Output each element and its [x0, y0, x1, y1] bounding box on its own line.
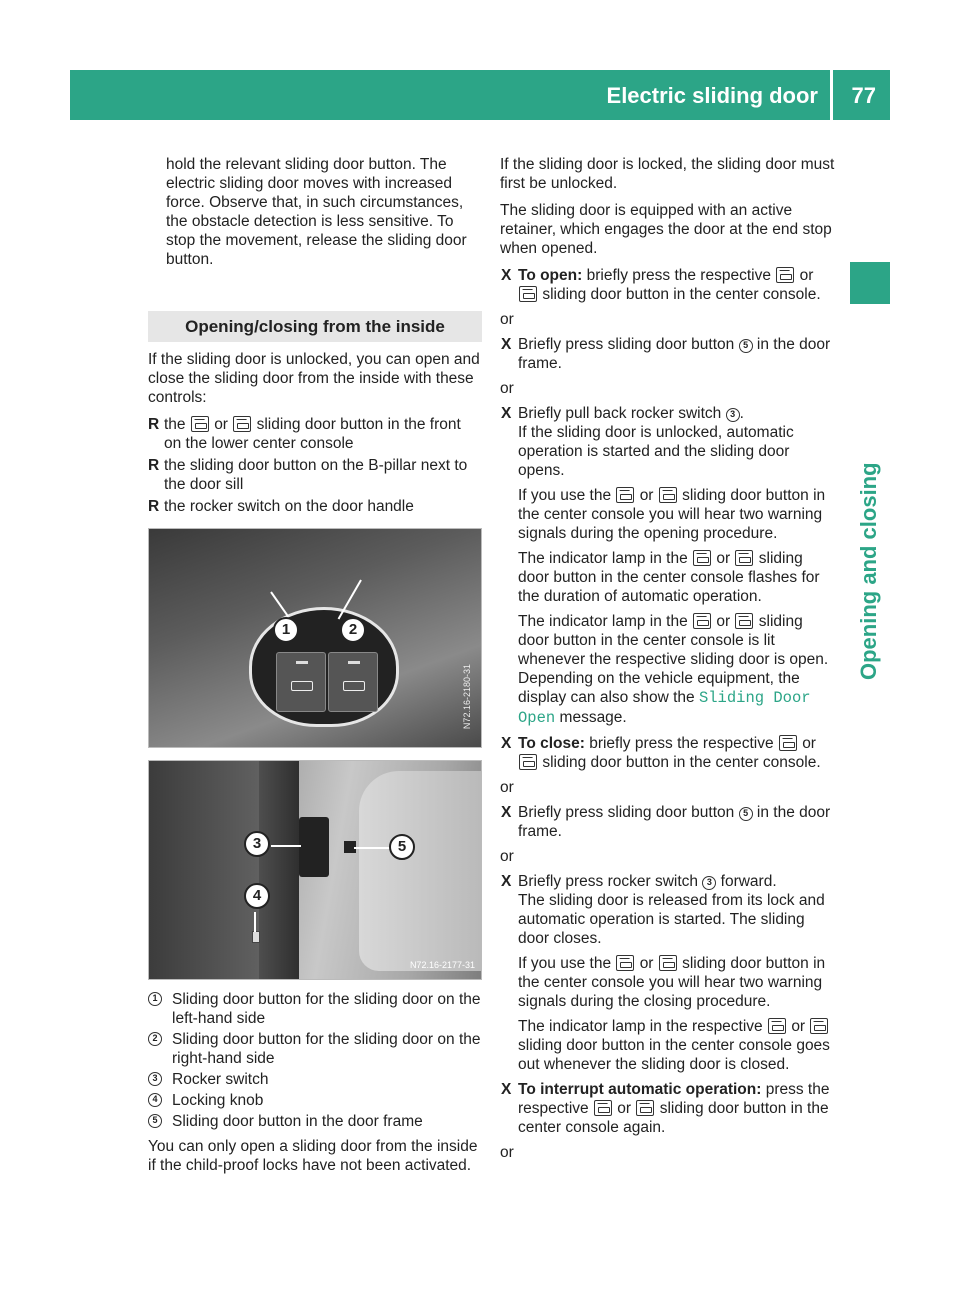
sliding-door-right-icon — [659, 487, 677, 503]
step-text: Briefly press sliding door button — [518, 336, 735, 353]
step-text: sliding door button in the center console. — [542, 754, 821, 771]
step-text: If you use the — [518, 955, 612, 972]
sliding-door-right-icon — [519, 286, 537, 302]
figure-reference: N72.16-2180-31 — [462, 663, 472, 729]
bullet-mark: R — [148, 416, 160, 433]
callout-4: 4 — [244, 883, 270, 909]
right-column — [500, 155, 836, 1168]
callout-5: 5 — [389, 834, 415, 860]
sliding-door-left-icon — [693, 613, 711, 629]
legend-text: Locking knob — [172, 1092, 264, 1109]
sliding-door-left-icon — [768, 1018, 786, 1034]
paragraph: If the sliding door is locked, the sliding door must first be unlocked. — [500, 156, 835, 192]
step-mark: X — [501, 873, 512, 890]
left-column — [148, 155, 482, 1183]
leader-line — [254, 912, 256, 932]
locking-knob — [252, 931, 260, 943]
step-close — [500, 734, 836, 772]
side-tab-block — [850, 262, 890, 304]
step-text: or — [716, 613, 731, 630]
step-mark: X — [501, 804, 512, 821]
or-separator: or — [500, 779, 514, 796]
step-text: forward. — [720, 873, 777, 890]
step-text: The indicator lamp in the respective — [518, 1018, 763, 1035]
step-text: Briefly press rocker switch — [518, 873, 699, 890]
leader-line — [270, 591, 289, 617]
step-text: . — [739, 405, 744, 422]
step-text: or — [791, 1018, 806, 1035]
step-mark: X — [501, 405, 512, 422]
step-label: To interrupt automatic operation: — [518, 1081, 762, 1098]
legend-text: Sliding door button for the sliding door on the right-hand side — [172, 1031, 481, 1067]
step-text: The indicator lamp in the — [518, 550, 688, 567]
step-text: or — [639, 487, 654, 504]
step-text: press the respective — [518, 1081, 830, 1117]
legend-number: 1 — [148, 992, 162, 1006]
bullet-mark: R — [148, 498, 160, 515]
step-detail: The sliding door is released from its lock and automatic operation is started. The sliding door closes. — [518, 892, 825, 947]
step-text: If you use the — [518, 487, 612, 504]
display-message: Sliding Door Open — [518, 689, 811, 727]
callout-3: 3 — [244, 831, 270, 857]
bullet-text: or — [214, 416, 228, 433]
header-bar — [70, 70, 890, 120]
step-text: Briefly pull back rocker switch — [518, 405, 722, 422]
right-sliding-door-button — [328, 652, 378, 712]
step-rocker-forward — [500, 872, 836, 1074]
step-interrupt — [500, 1080, 836, 1137]
sliding-door-right-icon — [735, 550, 753, 566]
seat — [359, 771, 482, 971]
leader-line — [271, 845, 301, 847]
step-text: or — [799, 267, 814, 284]
or-separator: or — [500, 848, 514, 865]
intro-paragraph — [148, 155, 482, 269]
door-frame-photo — [148, 760, 482, 980]
step-text: sliding door button in the center console goes out whenever the sliding door is closed. — [518, 1037, 830, 1073]
step-mark: X — [501, 267, 512, 284]
intro-line: force. Observe that, in such circumstances, — [166, 194, 464, 211]
step-text: sliding door button in the center console you will hear two warning signals during the opening procedure. — [518, 487, 826, 542]
step-text: or — [802, 735, 816, 752]
step-text: in the door frame. — [518, 336, 831, 372]
door-frame — [149, 761, 259, 980]
sliding-door-left-icon — [594, 1100, 612, 1116]
step-frame-button — [500, 803, 836, 841]
bullet-text: sliding door button in the front on the lower center console — [164, 416, 461, 452]
header-separator — [830, 70, 833, 120]
step-text: in the door frame. — [518, 804, 831, 840]
intro-line: button. — [166, 251, 214, 268]
intro-line: hold the relevant sliding door button. The — [166, 156, 447, 173]
reference-number: 5 — [739, 807, 753, 821]
sliding-door-left-icon — [191, 416, 209, 432]
step-text: or — [617, 1100, 632, 1117]
step-mark: X — [501, 1081, 512, 1098]
reference-number: 3 — [702, 876, 716, 890]
legend-number: 3 — [148, 1072, 162, 1086]
bullet-text: the sliding door button on the B-pillar next to the door sill — [164, 457, 468, 493]
step-detail: If the sliding door is unlocked, automatic operation is started and the sliding door opens. — [518, 424, 794, 479]
bullet-text: the — [164, 416, 186, 433]
step-text: The indicator lamp in the — [518, 613, 688, 630]
reference-number: 3 — [726, 408, 740, 422]
step-text: or — [716, 550, 731, 567]
or-separator: or — [500, 311, 514, 328]
step-text: sliding door button in the center console flashes for the duration of automatic operation. — [518, 550, 820, 605]
legend-item — [148, 1091, 482, 1110]
legend-item — [148, 1070, 482, 1089]
or-separator: or — [500, 380, 514, 397]
step-text: or — [639, 955, 654, 972]
sliding-door-left-icon — [616, 487, 634, 503]
step-mark: X — [501, 336, 512, 353]
sliding-door-right-icon — [735, 613, 753, 629]
legend-number: 2 — [148, 1032, 162, 1046]
intro-line: stop the movement, release the sliding door — [166, 232, 467, 249]
or-separator: or — [500, 1144, 514, 1161]
figure-reference: N72.16-2177-31 — [409, 960, 475, 970]
step-text: sliding door button in the center console again. — [518, 1100, 829, 1136]
section-heading: Opening/closing from the inside — [148, 311, 482, 342]
bullet-text: the rocker switch on the door handle — [164, 498, 414, 515]
step-open — [500, 266, 836, 304]
step-text: Depending on the vehicle equipment, the display can also show the — [518, 670, 800, 706]
step-text: sliding door button in the center console is lit whenever the respective sliding door is open. — [518, 613, 829, 668]
legend-number: 5 — [148, 1114, 162, 1128]
legend-text: Sliding door button in the door frame — [172, 1113, 423, 1130]
step-detail — [518, 549, 836, 606]
step-detail — [518, 954, 836, 1011]
sliding-door-right-icon — [810, 1018, 828, 1034]
step-text: sliding door button in the center console. — [542, 286, 821, 303]
step-label: To close: — [518, 735, 585, 752]
legend-item — [148, 990, 482, 1028]
legend-text: Sliding door button for the sliding door on the left-hand side — [172, 991, 481, 1027]
step-text: briefly press the respective — [586, 267, 771, 284]
step-text: briefly press the respective — [589, 735, 774, 752]
paragraph: The sliding door is equipped with an active retainer, which engages the door at the end stop when opened. — [500, 202, 832, 257]
step-mark: X — [501, 735, 512, 752]
reference-number: 5 — [739, 339, 753, 353]
closing-note: You can only open a sliding door from the inside if the child-proof locks have not been activated. — [148, 1138, 478, 1174]
b-pillar — [259, 761, 299, 980]
step-text: Briefly press sliding door button — [518, 804, 735, 821]
callout-2: 2 — [340, 617, 366, 643]
sliding-door-left-icon — [693, 550, 711, 566]
bullet-item — [148, 456, 482, 494]
leader-line — [354, 847, 392, 849]
bullet-item — [148, 415, 482, 453]
left-sliding-door-button — [276, 652, 326, 712]
step-detail — [518, 486, 836, 543]
sliding-door-right-icon — [636, 1100, 654, 1116]
intro-line: electric sliding door moves with increased — [166, 175, 453, 192]
step-frame-button — [500, 335, 836, 373]
legend-item — [148, 1030, 482, 1068]
sliding-door-right-icon — [519, 754, 537, 770]
sliding-door-left-icon — [616, 955, 634, 971]
legend-number: 4 — [148, 1093, 162, 1107]
side-tab-label — [838, 310, 898, 680]
page-number: 77 — [851, 83, 876, 108]
bullet-item — [148, 497, 482, 516]
intro-line: the obstacle detection is less sensitive. To — [166, 213, 454, 230]
step-rocker-back — [500, 404, 836, 728]
side-tab-text: Opening and closing — [856, 462, 881, 680]
step-detail — [518, 612, 836, 728]
step-label: To open: — [518, 267, 583, 284]
sliding-door-right-icon — [233, 416, 251, 432]
legend-item — [148, 1112, 482, 1131]
center-console-photo — [148, 528, 482, 748]
section-intro: If the sliding door is unlocked, you can open and close the sliding door from the inside with these controls: — [148, 351, 480, 406]
sliding-door-right-icon — [659, 955, 677, 971]
sliding-door-left-icon — [776, 267, 794, 283]
sliding-door-left-icon — [779, 735, 797, 751]
header-title: Electric sliding door — [606, 83, 818, 108]
bullet-mark: R — [148, 457, 160, 474]
callout-1: 1 — [273, 617, 299, 643]
console-buttons-closeup — [249, 607, 399, 727]
legend-text: Rocker switch — [172, 1071, 269, 1088]
step-detail — [518, 1017, 836, 1074]
step-text: message. — [559, 709, 627, 726]
step-text: sliding door button in the center console you will hear two warning signals during the closing procedure. — [518, 955, 826, 1010]
rocker-switch — [299, 817, 329, 877]
